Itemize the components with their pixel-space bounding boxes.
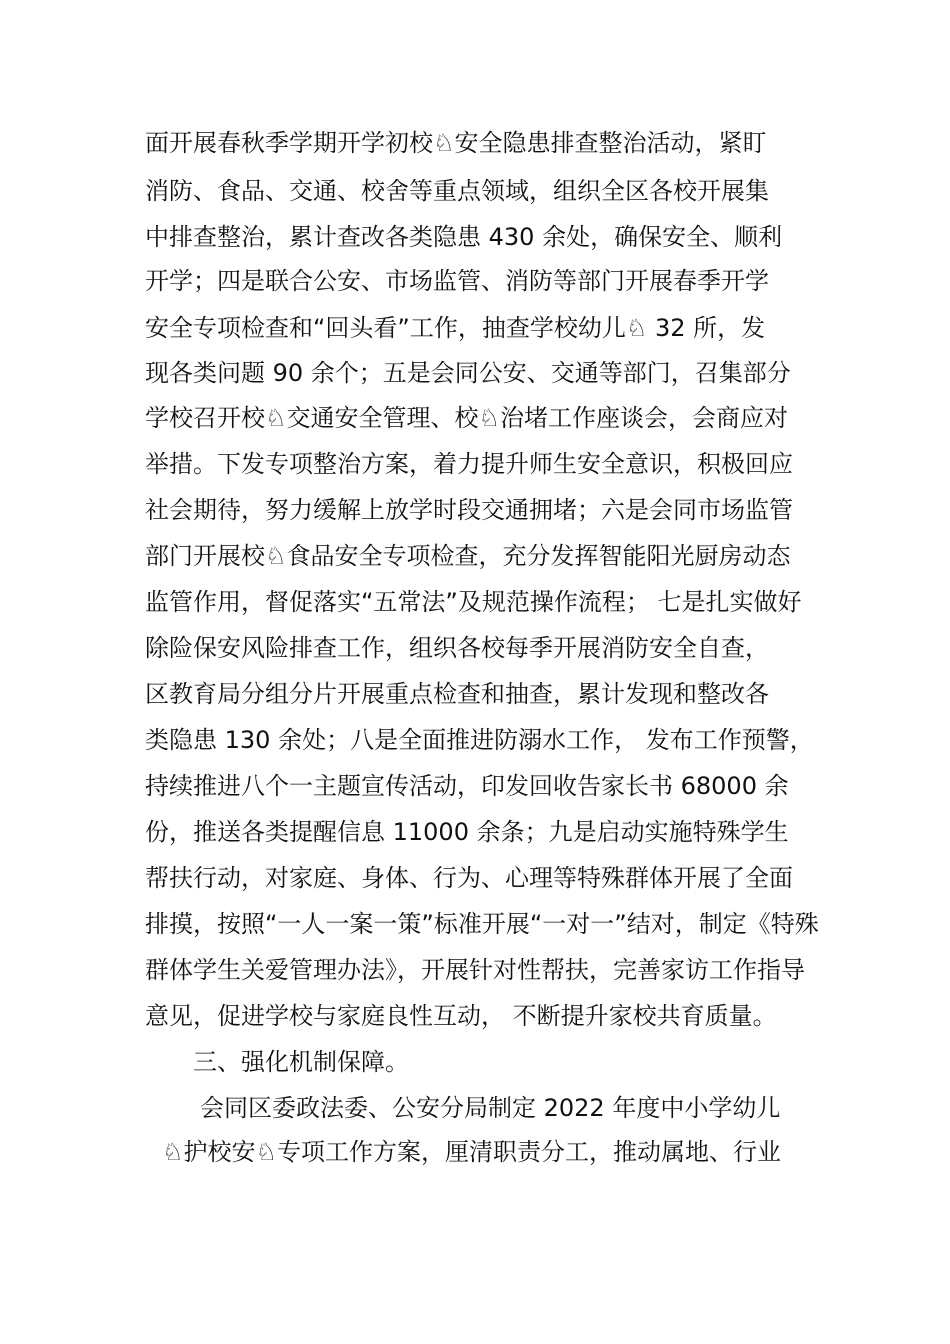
text-line: 中排查整治，累计查改各类隐患 430 余处，确保安全、顺利 xyxy=(145,223,783,251)
text-line: 开学；四是联合公安、市场监管、消防等部门开展春季开学 xyxy=(145,267,769,295)
text-line: 社会期待，努力缓解上放学时段交通拥堵；六是会同市场监管 xyxy=(145,496,793,524)
text-line: 面开展春秋季学期开学初校♘安全隐患排查整治活动，紧盯 xyxy=(145,129,767,157)
text-line: 群体学生关爱管理办法》，开展针对性帮扶，完善家访工作指导 xyxy=(145,956,805,984)
text-line: 持续推进八个一主题宣传活动，印发回收告家长书 68000 余 xyxy=(145,772,789,800)
text-line: 意见，促进学校与家庭良性互动， 不断提升家校共育质量。 xyxy=(145,1002,777,1030)
text-line: 举措。下发专项整治方案，着力提升师生安全意识，积极回应 xyxy=(145,450,793,478)
section-heading: 三、强化机制保障。 xyxy=(193,1048,409,1076)
text-line: 部门开展校♘食品安全专项检查，充分发挥智能阳光厨房动态 xyxy=(145,542,791,570)
text-line: 会同区委政法委、公安分局制定 2022 年度中小学幼儿 xyxy=(200,1094,781,1122)
text-line: 现各类问题 90 余个；五是会同公安、交通等部门，召集部分 xyxy=(145,359,791,387)
text-line: ♘护校安♘专项工作方案，厘清职责分工，推动属地、行业 xyxy=(162,1138,782,1166)
text-line: 份，推送各类提醒信息 11000 余条；九是启动实施特殊学生 xyxy=(145,818,789,846)
text-line: 学校召开校♘交通安全管理、校♘治堵工作座谈会，会商应对 xyxy=(145,404,789,432)
text-line: 类隐患 130 余处；八是全面推进防溺水工作， 发布工作预警， xyxy=(145,726,814,754)
text-line: 除险保安风险排查工作，组织各校每季开展消防安全自查， xyxy=(145,634,769,662)
text-line: 消防、食品、交通、校舍等重点领域，组织全区各校开展集 xyxy=(145,177,769,205)
text-line: 安全专项检查和“回头看”工作，抽查学校幼儿♘ 32 所，发 xyxy=(145,314,766,342)
text-line: 排摸，按照“一人一案一策”标准开展“一对一”结对，制定《特殊 xyxy=(145,910,819,938)
text-line: 帮扶行动，对家庭、身体、行为、心理等特殊群体开展了全面 xyxy=(145,864,793,892)
text-line: 监管作用，督促落实“五常法”及规范操作流程； 七是扎实做好 xyxy=(145,588,802,616)
text-line: 区教育局分组分片开展重点检查和抽查，累计发现和整改各 xyxy=(145,680,769,708)
